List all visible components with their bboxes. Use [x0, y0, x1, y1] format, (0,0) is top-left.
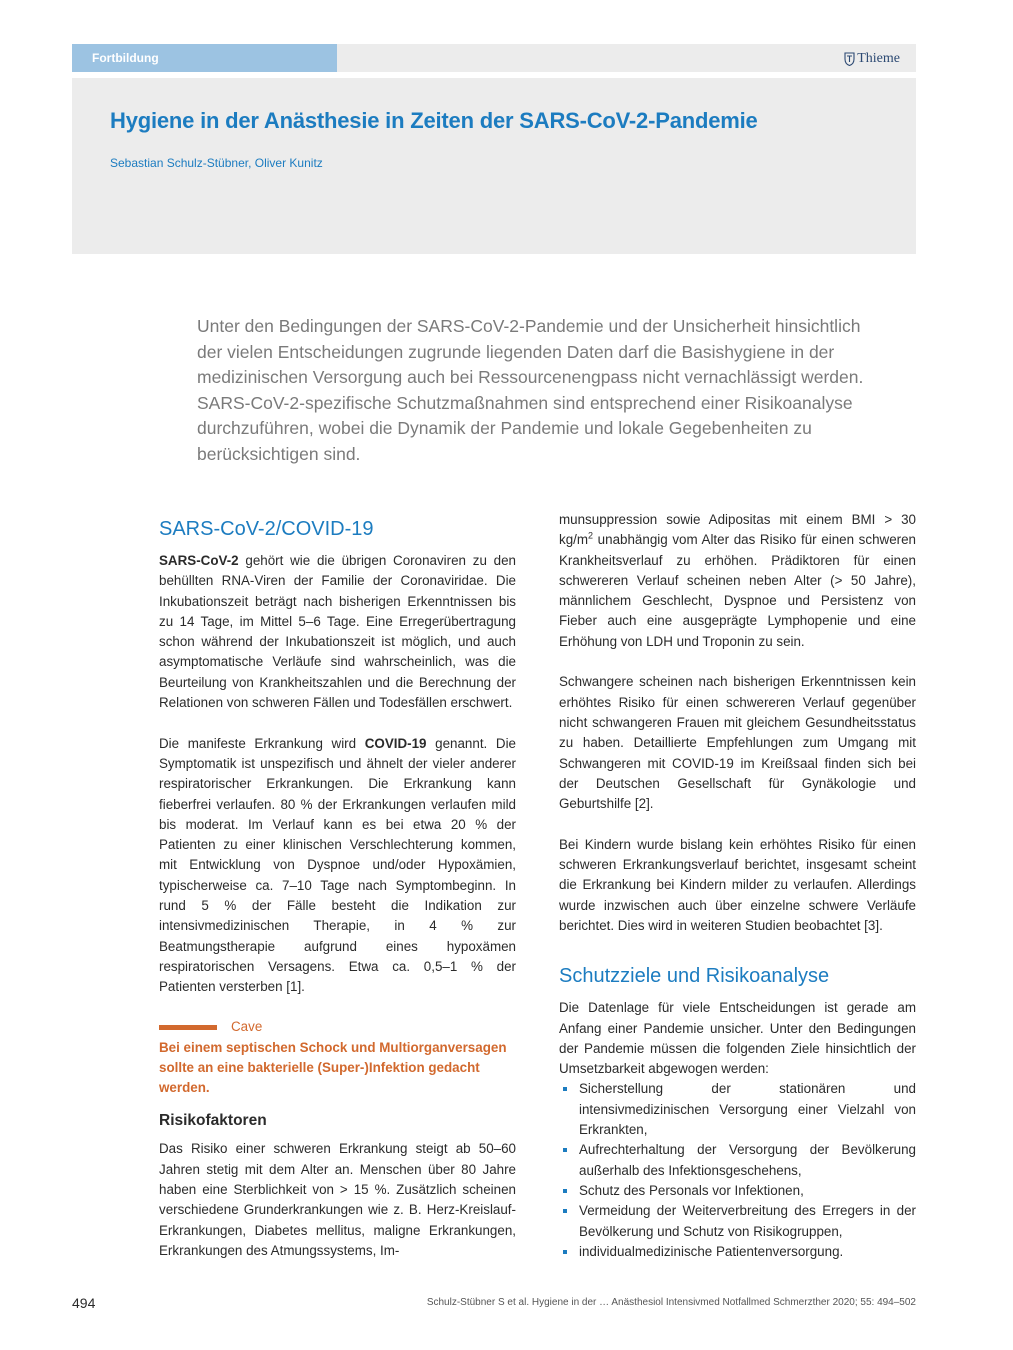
- article-title: Hygiene in der Anästhesie in Zeiten der SARS-CoV-2-Pandemie: [110, 108, 758, 133]
- list-item: Aufrechterhaltung der Versorgung der Bevölkerung außerhalb des Infektionsgeschehens,: [559, 1140, 916, 1181]
- paragraph-schwangere: Schwangere scheinen nach bisherigen Erkenntnissen kein erhöhtes Risiko für einen schwereren Verlauf gegenüber nicht schwangeren Frauen mit gleichem Gesundheitsstatus zu haben. Detaillierte Empfehlungen zum Umgang mit Schwangeren mit COVID-19 im Kreißsaal finden sich bei der Deutschen Gesellschaft für Gynäkologie und Geburtshilfe [2].: [559, 674, 916, 812]
- cave-box: [159, 1018, 516, 1099]
- paragraph-risikofaktoren: Das Risiko einer schweren Erkrankung steigt ab 50–60 Jahren stetig mit dem Alter an. Menschen über 80 Jahre haben eine Sterblichkeit von > 15 %. Zusätzlich scheinen verschiedene Grunderkrankungen wie z. B. Herz-Kreislauf-Erkrankungen, Diabetes mellitus, maligne Erkrankungen, Erkrankungen des Atmungssystems, Im-: [159, 1141, 516, 1258]
- paragraph-kinder: Bei Kindern wurde bislang kein erhöhtes Risiko für einen schweren Erkrankungsverlauf berichtet, insgesamt scheint die Erkrankung bei Kindern milder zu verlaufen. Allerdings wurde inzwischen auch über einzelne schwere Verläufe berichtet. Dies wird in weiteren Studien beobachtet [3].: [559, 836, 916, 933]
- bullet-square-icon: [563, 1087, 567, 1091]
- list-item: Schutz des Personals vor Infektionen,: [559, 1181, 916, 1201]
- bullet-square-icon: [563, 1148, 567, 1152]
- list-item: individualmedizinische Patientenversorgung.: [559, 1242, 916, 1262]
- right-column: [559, 510, 916, 1262]
- header-bar: [72, 44, 916, 72]
- article-authors: Sebastian Schulz-Stübner, Oliver Kunitz: [110, 156, 323, 170]
- title-block: [72, 78, 916, 254]
- publisher-logo: [844, 51, 900, 67]
- footer-citation: Schulz-Stübner S et al. Hygiene in der … Anästhesiol Intensivmed Notfallmed Schmerzther 2020; 55: 494–502: [426, 1297, 916, 1308]
- cave-text: Bei einem septischen Schock und Multiorganversagen sollte an eine bakterielle (Super-)Infektion gedacht werden.: [159, 1039, 507, 1096]
- bullet-square-icon: [563, 1189, 567, 1193]
- section-label: Fortbildung: [72, 44, 337, 72]
- article-abstract: Unter den Bedingungen der SARS-CoV-2-Pandemie und der Unsicherheit hinsichtlich der vielen Entscheidungen zugrunde liegenden Daten darf die Basishygiene in der medizinischen Versorgung auch bei Ressourcenengpass nicht vernachlässigt werden. SARS-CoV-2-spezifische Schutzmaßnahmen sind entsprechend einer Risikoanalyse durchzuführen, wobei die Dynamik der Pandemie und lokale Gegebenheiten zu berücksichtigen sind.: [197, 316, 864, 464]
- cave-label: Cave: [231, 1019, 263, 1035]
- bullet-square-icon: [563, 1209, 567, 1213]
- term-sars-cov-2: SARS-CoV-2: [159, 553, 239, 568]
- list-item: Vermeidung der Weiterverbreitung des Erregers in der Bevölkerung und Schutz von Risikogruppen,: [559, 1201, 916, 1242]
- section-heading-sars-cov-2: SARS-CoV-2/COVID-19: [159, 518, 374, 540]
- bullet-square-icon: [563, 1250, 567, 1254]
- goals-list: [559, 1079, 916, 1262]
- cave-marker: [159, 1025, 217, 1030]
- subheading-risikofaktoren: Risikofaktoren: [159, 1112, 267, 1130]
- list-item: Sicherstellung der stationären und intensivmedizinischen Versorgung einer Vielzahl von Erkrankten,: [559, 1079, 916, 1140]
- paragraph-covid-19: Die manifeste Erkrankung wird COVID-19 genannt. Die Symptomatik ist unspezifisch und ähnelt der vieler anderer respiratorischer Erkrankungen. Die Erkrankung kann fieberfrei verlaufen. 80 % der Erkrankungen verlaufen mild bis moderat. Im Verlauf kann es bei etwa 20 % der Patienten zu einer klinischen Verschlechterung kommen, mit Entwicklung von Dyspnoe und/oder Hypoxämien, typischerweise ca. 7–10 Tage nach Symptombeginn. In rund 5 % der Fälle besteht die Indikation zur intensivmedizinischen Therapie, in 4 % zur Beatmungstherapie aufgrund eines hypoxämen respiratorischen Versagens. Etwa ca. 0,5–1 % der Patienten versterben [1].: [159, 735, 516, 995]
- term-covid-19: COVID-19: [364, 735, 427, 751]
- paragraph-sars-cov-2: SARS-CoV-2 gehört wie die übrigen Coronaviren zu den behüllten RNA-Viren der Familie der Coronaviridae. Die Inkubationszeit beträgt nach bisherigen Erkenntnissen bis zu 14 Tage, im Mittel 5–6 Tage. Eine Erregerübertragung schon während der Inkubationszeit ist möglich, und auch asymptomatische Verläufe sind wahrscheinlich, was die Beurteilung von Krankheitszahlen und die Berechnung der Relationen von schweren Fällen und Todesfällen erschwert.: [159, 553, 516, 711]
- paragraph-schutzziele: Die Datenlage für viele Entscheidungen ist gerade am Anfang einer Pandemie unsicher. Unter den Bedingungen der Pandemie müssen die folgenden Ziele hinsichtlich der Umsetzbarkeit abgewogen werden:: [559, 1000, 916, 1077]
- section-heading-schutzziele: Schutzziele und Risikoanalyse: [559, 965, 830, 988]
- thieme-crest-icon: [844, 52, 855, 66]
- page-number: 494: [72, 1295, 96, 1311]
- publisher-name: Thieme: [857, 51, 900, 66]
- left-column: [159, 510, 516, 1261]
- paragraph-risikofaktoren-cont: munsuppression sowie Adipositas mit einem BMI > 30 $kg/m^2$ unabhängig vom Alter das Risiko für einen schweren Krankheitsverlauf zu erhöhen. Prädiktoren für einen schwereren Verlauf scheinen neben Alter (> 50 Jahre), männlichem Geschlecht, Dyspnoe und Persistenz von Fieber auch eine ausgeprägte Lymphopenie und eine Erhöhung von LDH und Troponin zu sein.: [559, 512, 916, 649]
